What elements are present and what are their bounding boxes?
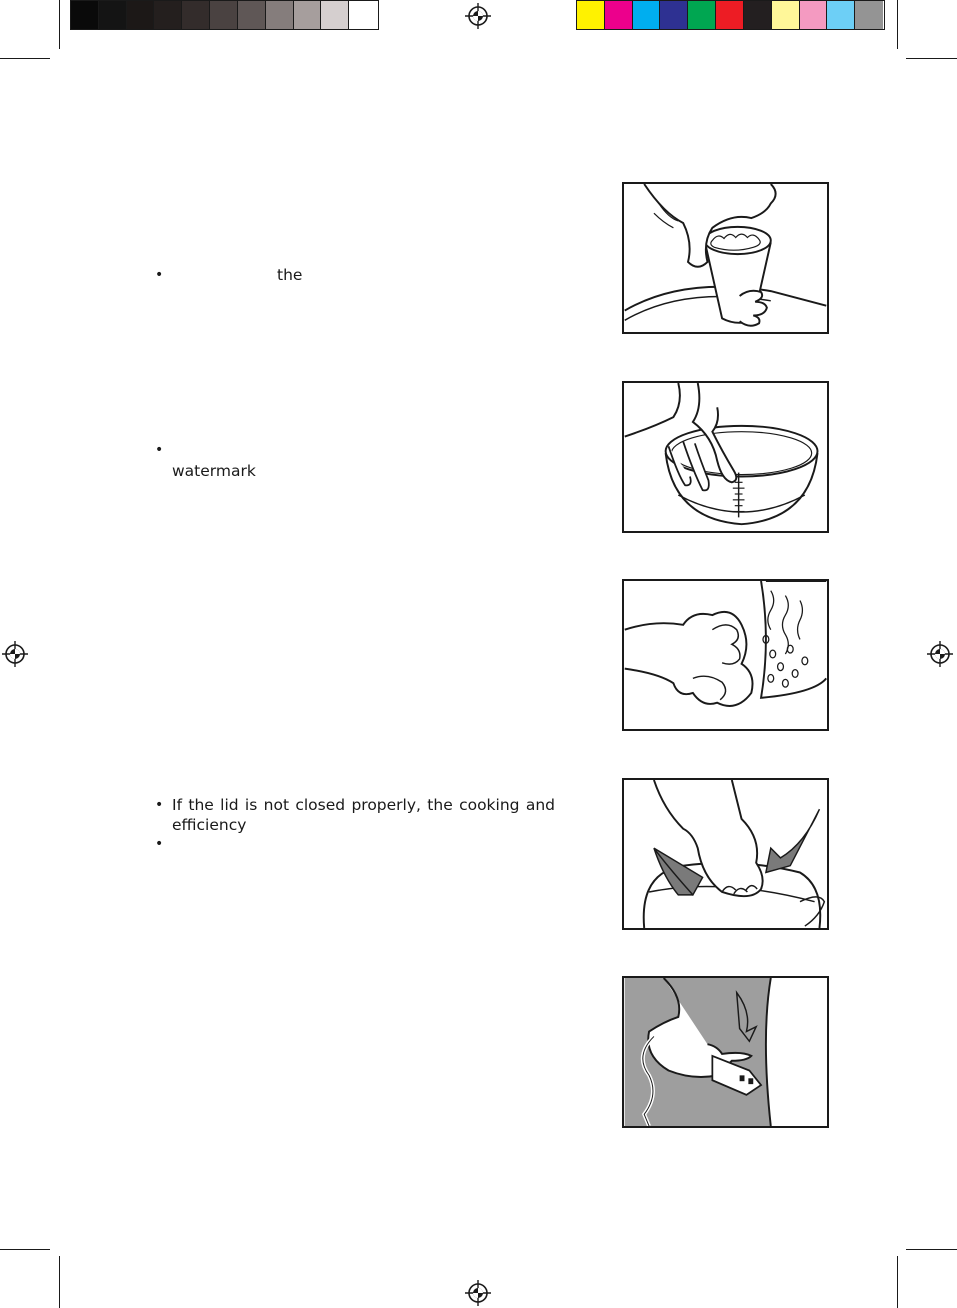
bullet-dot: • bbox=[155, 797, 164, 813]
registration-mark-left-icon bbox=[2, 641, 28, 667]
color-swatch bbox=[772, 1, 800, 29]
color-swatch bbox=[577, 1, 605, 29]
registration-mark-bottom-icon bbox=[465, 1280, 491, 1306]
registration-mark-top-icon bbox=[465, 3, 491, 29]
gray-swatch bbox=[266, 1, 294, 29]
gray-swatch bbox=[99, 1, 127, 29]
water-level-illustration bbox=[624, 383, 827, 531]
gray-swatch bbox=[154, 1, 182, 29]
process-color-bar bbox=[576, 0, 885, 30]
color-swatch bbox=[800, 1, 828, 29]
bullet-dot: • bbox=[155, 267, 164, 283]
gray-swatch bbox=[182, 1, 210, 29]
figure-measure-water bbox=[622, 381, 829, 533]
measuring-cup-illustration bbox=[624, 184, 827, 332]
figure-wipe-pot bbox=[622, 579, 829, 731]
color-swatch bbox=[827, 1, 855, 29]
gray-swatch bbox=[210, 1, 238, 29]
bullet-item bbox=[155, 265, 555, 285]
bullet-text-line1: If the lid is not closed properly, the cooking and bbox=[172, 796, 555, 814]
color-swatch bbox=[855, 1, 883, 29]
figure-plug-cord bbox=[622, 976, 829, 1128]
bullet-item-continuation bbox=[155, 461, 555, 481]
color-swatch bbox=[605, 1, 633, 29]
color-swatch bbox=[660, 1, 688, 29]
bullet-text-line2: efficiency bbox=[172, 816, 247, 834]
bullet-dot: • bbox=[155, 836, 164, 852]
gray-swatch bbox=[238, 1, 266, 29]
figure-measure-rice bbox=[622, 182, 829, 334]
plug-cord-illustration bbox=[624, 978, 827, 1126]
color-swatch bbox=[633, 1, 661, 29]
gray-swatch bbox=[71, 1, 99, 29]
color-swatch bbox=[716, 1, 744, 29]
gray-swatch bbox=[294, 1, 322, 29]
bullet-item bbox=[155, 795, 555, 815]
bullet-dot: • bbox=[155, 442, 164, 458]
gray-swatch bbox=[321, 1, 349, 29]
grayscale-color-bar bbox=[70, 0, 379, 30]
bullet-item-continuation bbox=[155, 815, 555, 835]
color-swatch bbox=[744, 1, 772, 29]
gray-swatch bbox=[349, 1, 377, 29]
figure-close-lid bbox=[622, 778, 829, 930]
bullet-text: the bbox=[277, 266, 303, 284]
bullet-text: watermark bbox=[172, 462, 256, 480]
close-lid-illustration bbox=[624, 780, 827, 928]
registration-mark-right-icon bbox=[927, 641, 953, 667]
gray-swatch bbox=[127, 1, 155, 29]
color-swatch bbox=[688, 1, 716, 29]
wiping-illustration bbox=[624, 581, 827, 729]
